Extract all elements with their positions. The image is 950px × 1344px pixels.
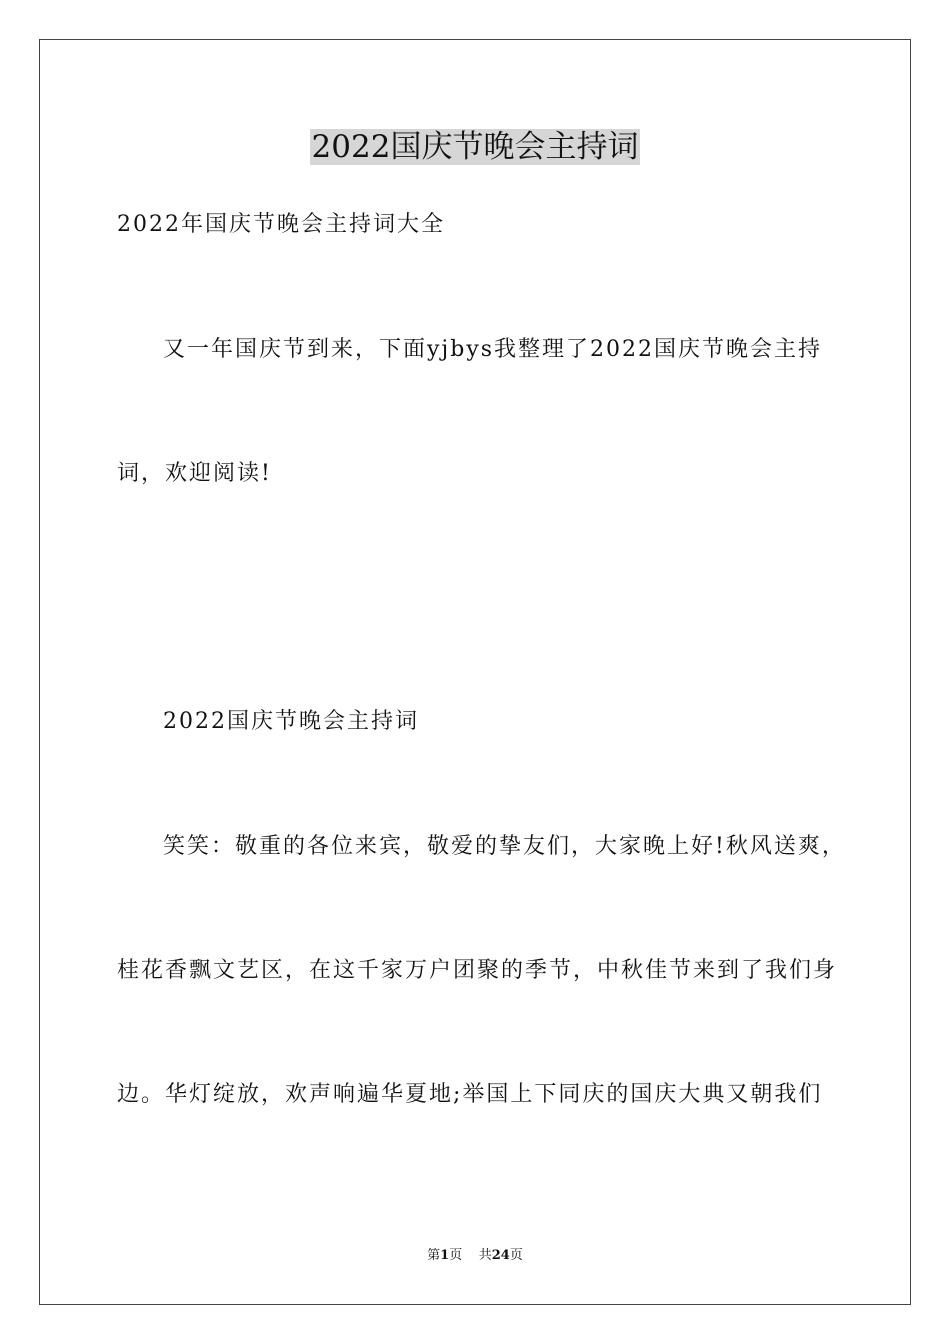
document-title: [0, 126, 950, 168]
section-heading: 2022国庆节晚会主持词: [163, 709, 419, 734]
footer-middle: 页 共: [449, 1248, 492, 1263]
subtitle-line: 2022年国庆节晚会主持词大全: [117, 212, 445, 237]
paragraph-line: 边。华灯绽放，欢声响遍华夏地;举国上下同庆的国庆大典又朝我们: [117, 1082, 823, 1107]
footer-total-pages: 24: [491, 1248, 510, 1263]
paragraph-line: 词，欢迎阅读!: [117, 461, 272, 486]
paragraph-line: 桂花香飘文艺区，在这千家万户团聚的季节，中秋佳节来到了我们身: [117, 958, 838, 983]
document-title-text: 2022国庆节晚会主持词: [311, 129, 639, 165]
footer-page-number: 1: [440, 1248, 450, 1263]
footer-suffix: 页: [509, 1248, 523, 1263]
paragraph-line: 又一年国庆节到来，下面yjbys我整理了2022国庆节晚会主持: [163, 337, 823, 362]
paragraph-line: 笑笑：敬重的各位来宾，敬爱的挚友们，大家晚上好!秋风送爽，: [163, 834, 846, 859]
footer-prefix: 第: [427, 1248, 441, 1263]
page-footer: [0, 1247, 950, 1265]
